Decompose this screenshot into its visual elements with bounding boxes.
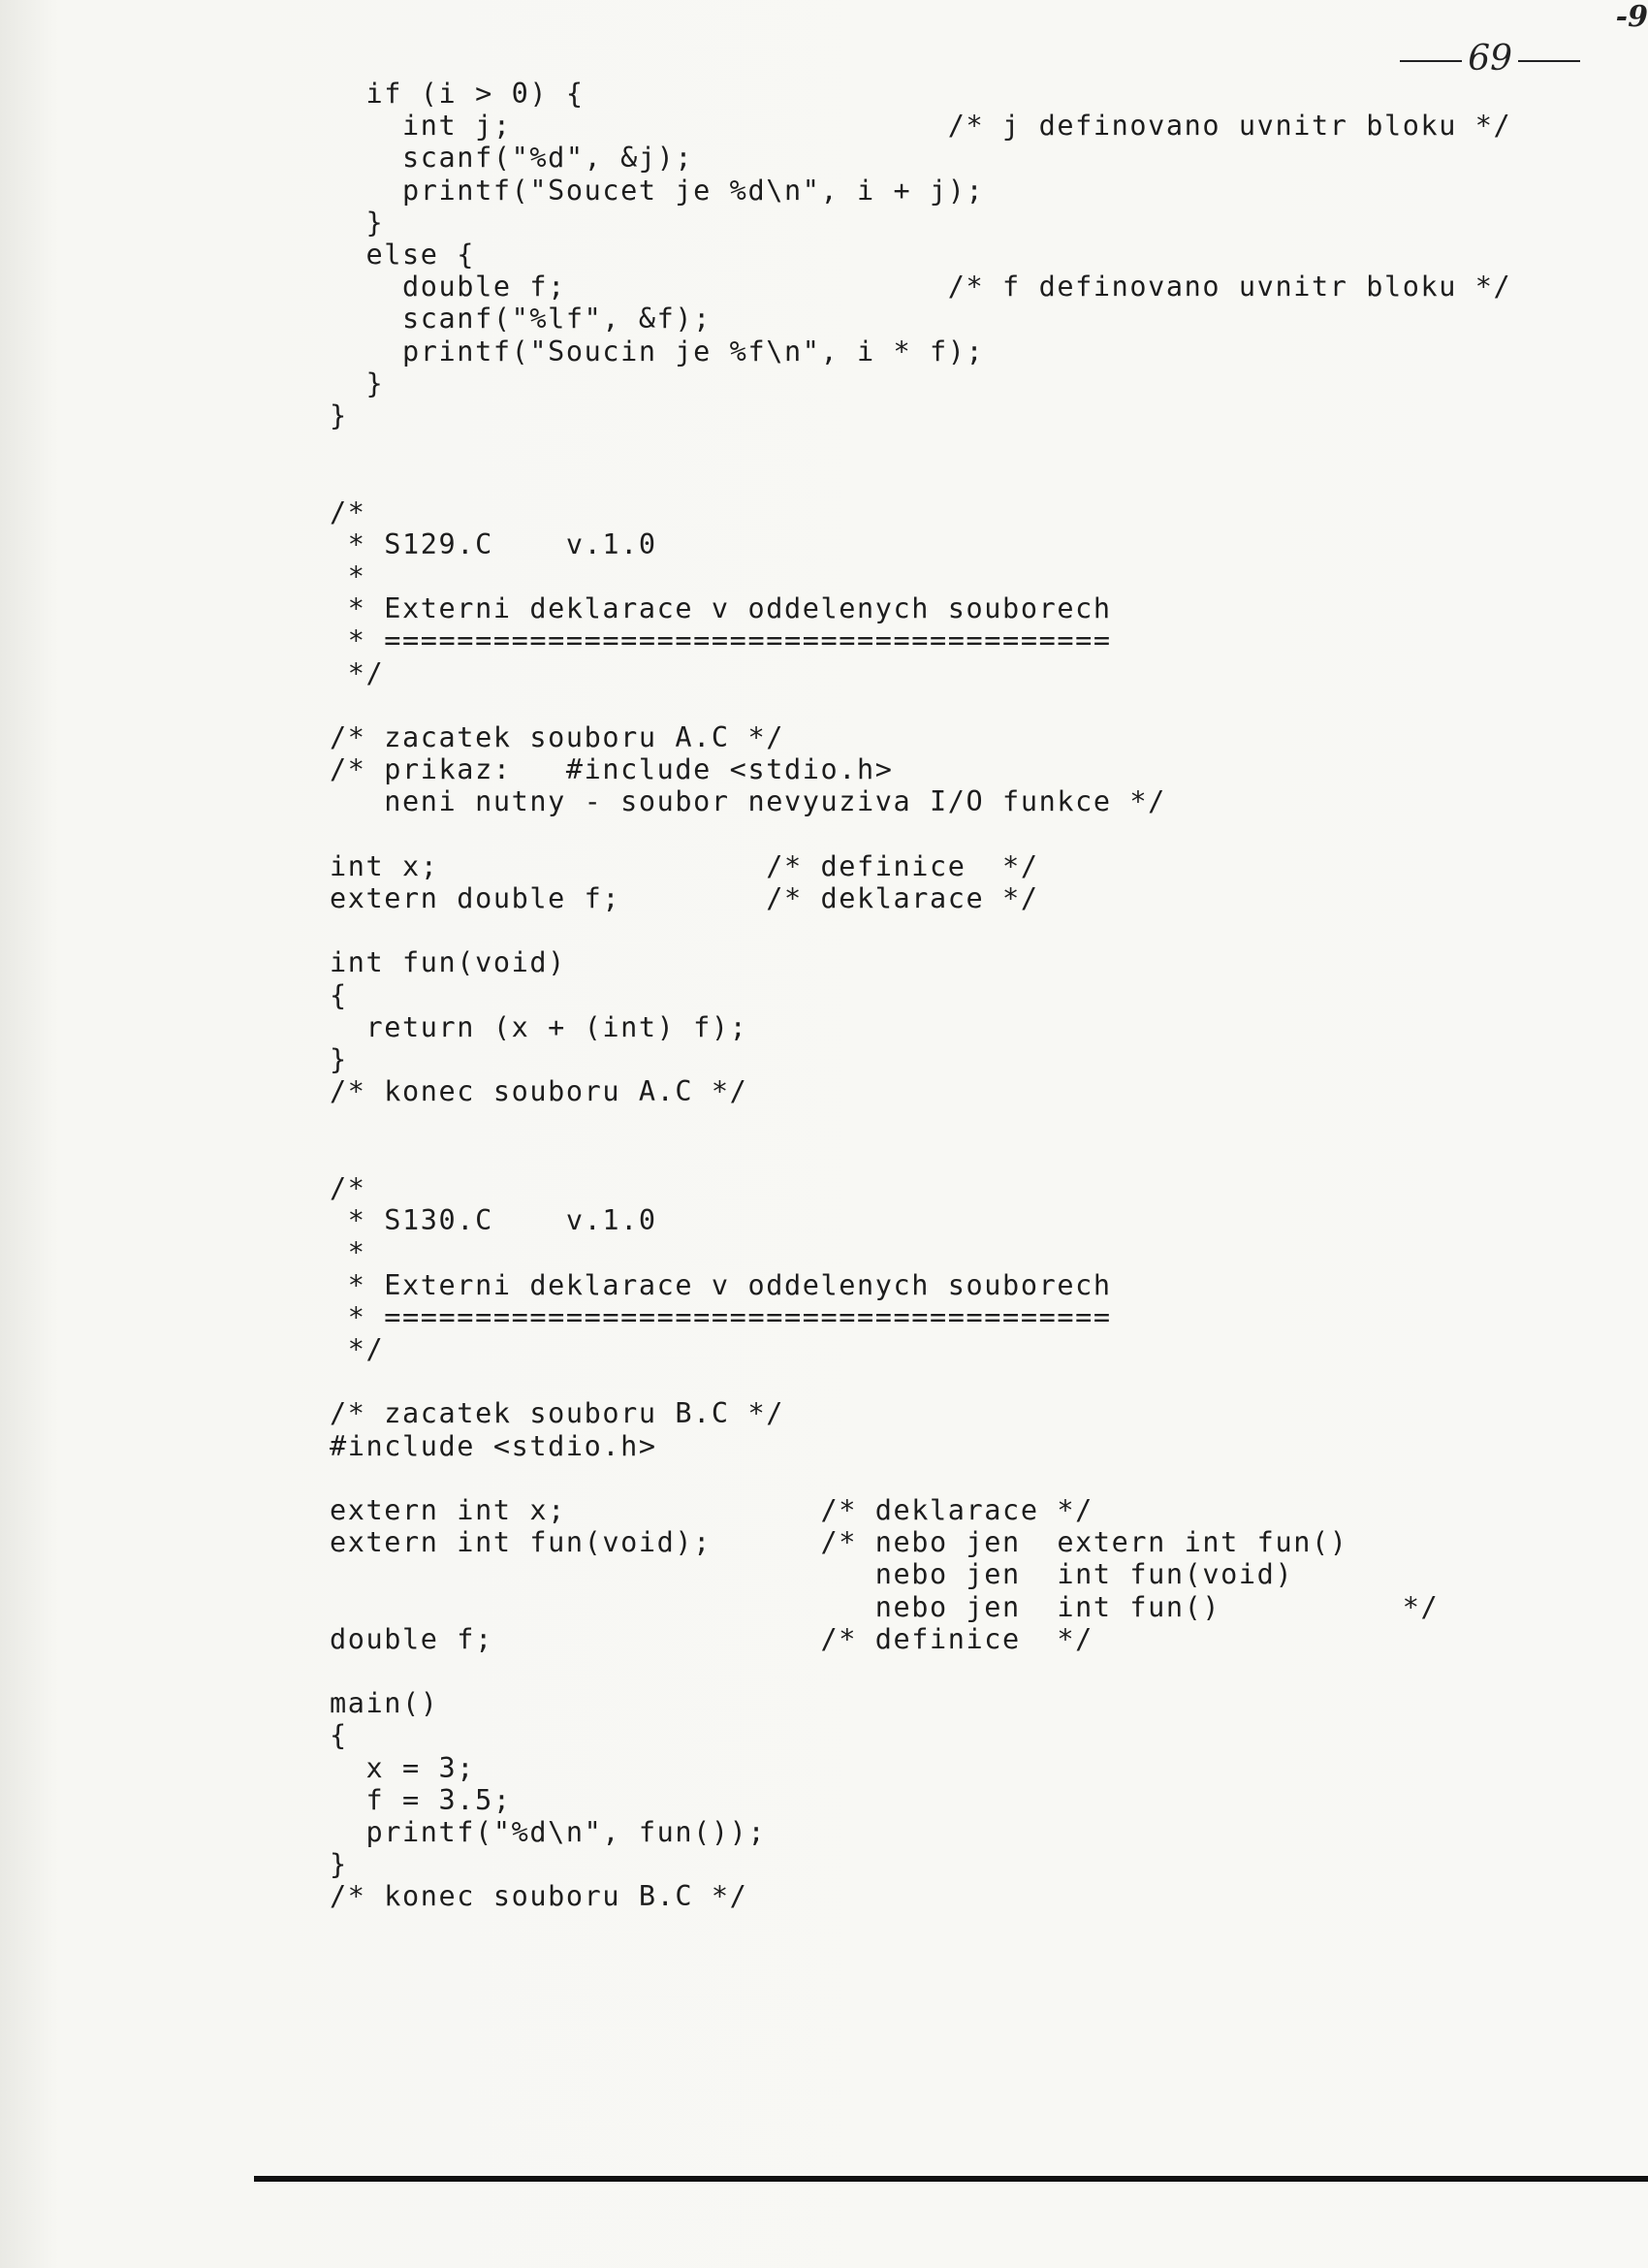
code-line: scanf("%d", &j); — [330, 142, 694, 175]
code-line: /* prikaz: #include <stdio.h> — [330, 753, 894, 786]
code-line: * S129.C v.1.0 — [330, 527, 657, 560]
corner-mark: -9 — [1615, 0, 1648, 34]
code-line: */ — [330, 1332, 385, 1365]
code-line: extern double f; /* deklarace */ — [330, 882, 1039, 915]
code-line: extern int x; /* deklarace */ — [330, 1493, 1093, 1526]
code-line: * Externi deklarace v oddelenych souborech — [330, 592, 1112, 625]
code-line: { — [330, 978, 348, 1011]
code-line: double f; /* definice */ — [330, 1622, 1093, 1655]
code-line: main() — [330, 1687, 439, 1720]
code-line: /* zacatek souboru B.C */ — [330, 1397, 784, 1430]
code-listing — [330, 78, 1511, 1913]
code-line: int x; /* definice */ — [330, 849, 1039, 882]
code-line: #include <stdio.h> — [330, 1429, 657, 1462]
code-line: /* konec souboru A.C */ — [330, 1075, 748, 1108]
code-line: int fun(void) — [330, 946, 566, 979]
code-line: } — [330, 399, 348, 432]
code-line: } — [330, 206, 385, 239]
code-line: printf("Soucin je %f\n", i * f); — [330, 335, 985, 367]
code-line: else { — [330, 239, 476, 272]
code-line: /* — [330, 1171, 366, 1204]
code-line: printf("%d\n", fun()); — [330, 1815, 767, 1848]
code-line: } — [330, 1848, 348, 1881]
code-line: scanf("%lf", &f); — [330, 303, 712, 335]
footer-rule — [254, 2176, 1648, 2182]
code-line: double f; /* f definovano uvnitr bloku */ — [330, 271, 1512, 303]
code-line: f = 3.5; — [330, 1783, 512, 1816]
code-line: int j; /* j definovano uvnitr bloku */ — [330, 110, 1512, 143]
code-line: * ======================================== — [330, 624, 1112, 657]
code-line: if (i > 0) { — [330, 78, 585, 110]
code-line: } — [330, 1043, 348, 1076]
code-line: } — [330, 367, 385, 399]
code-line: * S130.C v.1.0 — [330, 1204, 657, 1237]
code-line: extern int fun(void); /* nebo jen extern int fun() — [330, 1526, 1348, 1559]
code-line: return (x + (int) f); — [330, 1010, 748, 1043]
code-line: * — [330, 1236, 366, 1269]
code-line: nebo jen int fun(void) — [330, 1558, 1294, 1591]
code-line: * Externi deklarace v oddelenych souborech — [330, 1268, 1112, 1301]
code-line: * — [330, 560, 366, 593]
code-line: /* — [330, 495, 366, 528]
code-line: /* konec souboru B.C */ — [330, 1880, 748, 1913]
code-line: */ — [330, 656, 385, 689]
code-line: nebo jen int fun() */ — [330, 1590, 1440, 1623]
code-line: /* zacatek souboru A.C */ — [330, 721, 784, 754]
code-line: x = 3; — [330, 1751, 476, 1784]
code-line: { — [330, 1719, 348, 1752]
code-line: printf("Soucet je %d\n", i + j); — [330, 174, 985, 207]
page-number: 69 — [1394, 39, 1586, 79]
code-line: * ======================================== — [330, 1300, 1112, 1333]
code-line: neni nutny - soubor nevyuziva I/O funkce */ — [330, 785, 1166, 818]
